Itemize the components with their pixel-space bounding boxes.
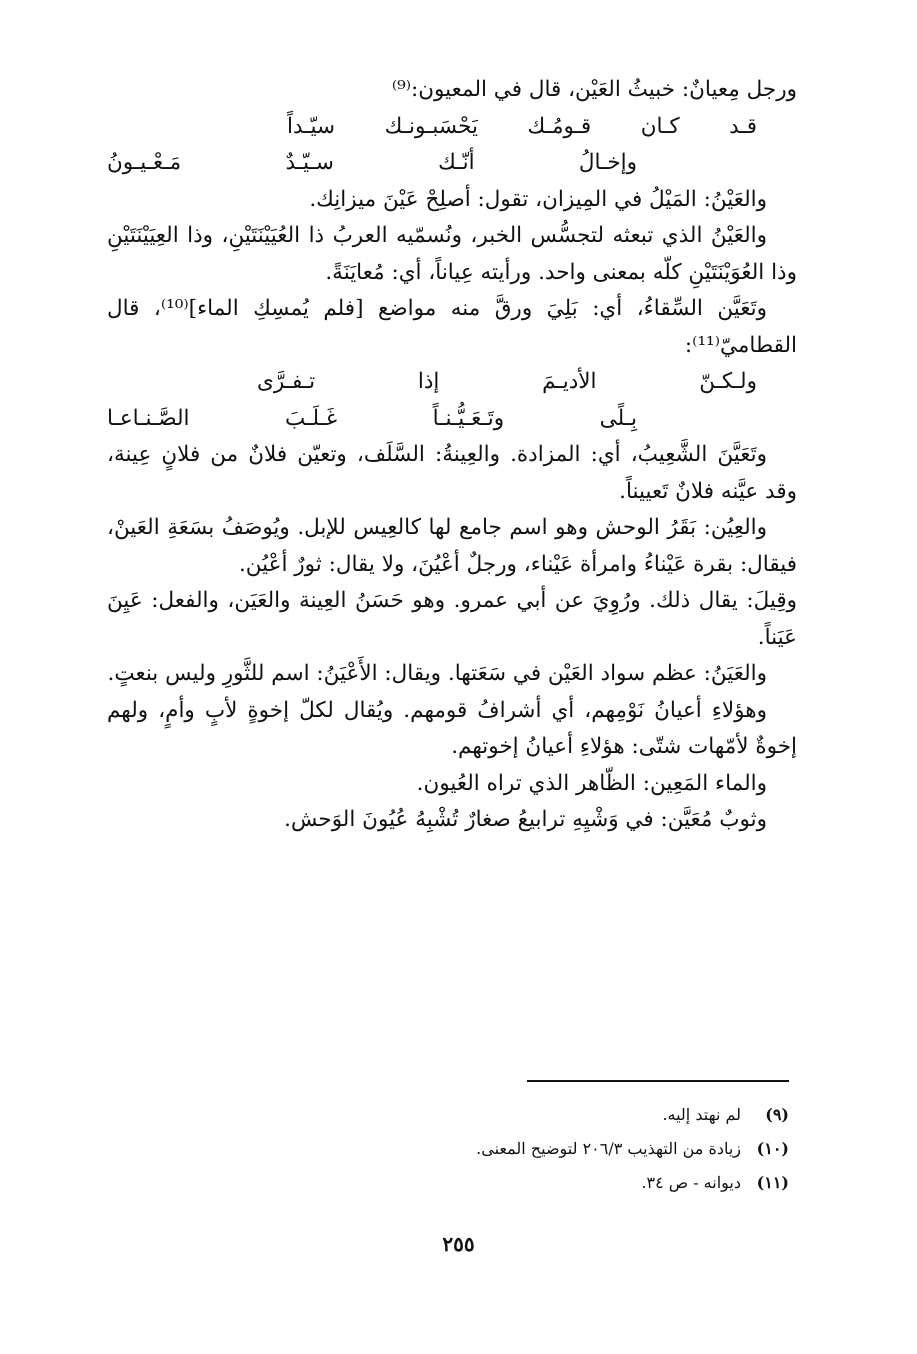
main-text xyxy=(107,72,797,839)
paragraph-3: والعَيْنُ الذي تبعثه لتجسُّس الخبر، ونُسمّيه العربُ ذا العُيَيْنَتَيْنِ، وذا العِيَيْنَتَيْنِ وذا العُوَيْنَتَيْنِ كلّه بمعنى واحد. ورأيته عِياناً، أي: مُعايَنَةً. xyxy=(107,223,797,285)
footnote-text: زيادة من التهذيب ٢٠٦/٣ لتوضيح المعنى. xyxy=(476,1139,741,1158)
verse-line-2b: بِـلًى وتَـعَـيُّـنـاً غَـلَـبَ الصَّـنـاعـا xyxy=(107,405,637,431)
footnote-text: ديوانه - ص ٣٤. xyxy=(641,1173,741,1192)
footnotes xyxy=(189,1098,789,1200)
paragraph-5: وتَعَيَّنَ الشَّعِيبُ، أي: المزادة. والعِينةُ: السَّلَف، وتعيّن فلانٌ من فلانٍ عِينة، وقد عيَّنه فلانٌ تَعييناً. xyxy=(107,442,797,504)
footnote-number: (١٠) xyxy=(756,1139,789,1158)
paragraph-6: والعِيُن: بَقَرُ الوحش وهو اسم جامع لها كالعِيس للإبل. ويُوصَفُ بسَعَةِ العَينْ، فيقال: بقرة عَيْناءُ وامرأة عَيْناء، ورجلٌ أعْيُنَ، ولا يقال: ثورٌ أعْيُن. xyxy=(107,515,797,577)
footnote-10 xyxy=(189,1132,789,1166)
footnote-divider xyxy=(527,1080,789,1082)
footnote-11 xyxy=(189,1166,789,1200)
verse-line-1a: قـد كـان قـومُـك يَحْسَبـونـك سيّـداً xyxy=(287,113,757,139)
paragraph-8: والعَيَنُ: عظم سواد العَيْن في سَعَتها. ويقال: الأَعْيَنُ: اسم للثَّورِ وليس بنعتٍ. xyxy=(107,661,767,686)
paragraph-11: وثوبٌ مُعَيَّن: في وَشْيِهِ ترابيعُ صغارٌ تُشْبِهُ عُيُونَ الوَحش. xyxy=(284,807,767,832)
paragraph-10: والماء المَعِين: الظّاهر الذي تراه العُيون. xyxy=(416,770,767,796)
footnote-number: (١١) xyxy=(756,1173,789,1192)
verse-line-2a: ولـكـنّ الأديـمَ إذا تـفـرَّى xyxy=(257,369,757,394)
page-number: ٢٥٥ xyxy=(442,1232,475,1256)
paragraph-4: وتَعَيَّن السِّقاءُ، أي: بَلِيَ ورقَّ منه مواضع [فلم يُمسِكِ الماء]⁽¹⁰⁾، قال القطاميّ⁽¹¹⁾: xyxy=(107,296,797,358)
paragraph-1: ورجل مِعيانٌ: خبيثُ العَيْن، قال في المعيون:⁽⁹⁾ xyxy=(391,77,797,102)
footnote-9 xyxy=(189,1098,789,1132)
verse-line-1b: وإخـالُ أنّـك سـيّـدٌ مَـعْـيـونُ xyxy=(107,150,637,175)
footnote-text: لم نهتد إليه. xyxy=(662,1105,741,1124)
footnote-number: (٩) xyxy=(765,1105,789,1124)
paragraph-2: والعَيْنُ: المَيْلُ في المِيزان، تقول: أصلِحْ عَيْنَ ميزانِك. xyxy=(309,186,767,212)
paragraph-9: وهؤلاءِ أعيانُ نَوْمِهم، أي أشرافُ قومهم. ويُقال لكلّ إخوةٍ لأبٍ وأمٍ، ولهم إخوةٌ لأمّهات شتّى: هؤلاءِ أعيانُ إخوتهم. xyxy=(107,697,797,759)
paragraph-7: وقِيلَ: يقال ذلك. ورُوِيَ عن أبي عمرو. وهو حَسَنُ العِينة والعَيَن، والفعل: عَيِنَ عَيَناً. xyxy=(107,588,797,650)
